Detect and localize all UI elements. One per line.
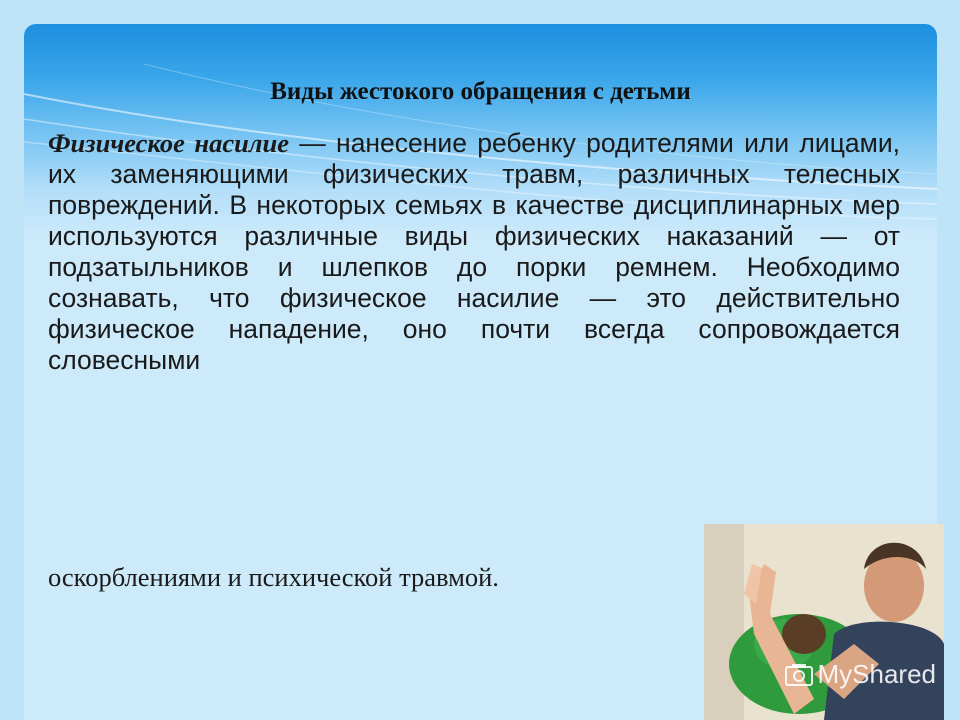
term-physical-violence: Физическое насилие — [48, 128, 289, 158]
slide-title: Виды жестокого обращения с детьми — [270, 78, 691, 105]
body-last-line: оскорблениями и психической травмой. — [48, 562, 499, 592]
body-paragraph — [48, 128, 900, 376]
photo-scene — [704, 524, 944, 720]
definition-text: — нанесение ребенку родителями или лицами, их заменяющими физических травм, различных телесных повреждений. В некоторых семьях в качестве дисциплинарных мер используются различные виды физических наказаний — от подзатыльников и шлепков до порки ремнем. Необходимо сознавать, что физическое насилие — это действительно физическое нападение, оно почти всегда сопровождается словесными — [48, 128, 900, 375]
illustration-photo — [704, 524, 944, 720]
watermark — [784, 659, 937, 690]
watermark-text: MyShared — [817, 659, 936, 689]
camera-frame-icon — [784, 663, 814, 687]
